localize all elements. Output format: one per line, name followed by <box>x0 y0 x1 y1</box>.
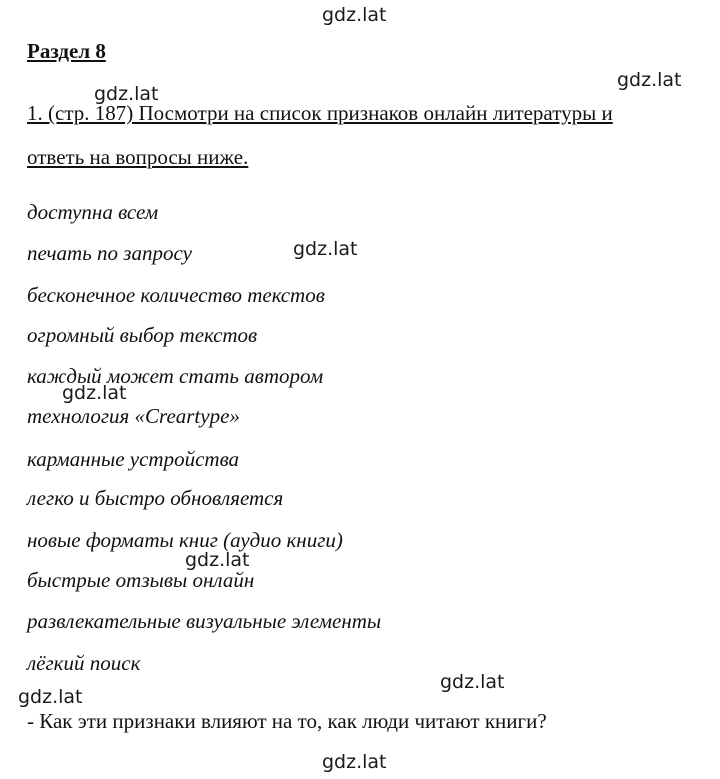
question-text: - Как эти признаки влияют на то, как люди читают книги? <box>27 709 547 733</box>
watermark: gdz.lat <box>322 751 387 773</box>
feature-item: лёгкий поиск <box>27 651 141 675</box>
watermark: gdz.lat <box>322 4 387 26</box>
feature-item: быстрые отзывы онлайн <box>27 568 255 592</box>
feature-item: печать по запросу <box>27 241 192 265</box>
watermark: gdz.lat <box>293 238 358 260</box>
watermark: gdz.lat <box>617 69 682 91</box>
watermark: gdz.lat <box>440 671 505 693</box>
feature-item: бесконечное количество текстов <box>27 283 325 307</box>
task-text-line-2: ответь на вопросы ниже. <box>27 145 249 169</box>
watermark: gdz.lat <box>18 686 83 708</box>
feature-item: огромный выбор текстов <box>27 323 258 347</box>
feature-item: технология «Creartype» <box>27 404 240 428</box>
feature-item: развлекательные визуальные элементы <box>27 609 382 633</box>
feature-item: доступна всем <box>27 200 159 224</box>
feature-item: каждый может стать автором <box>27 364 324 388</box>
watermark: gdz.lat <box>62 382 127 404</box>
watermark: gdz.lat <box>94 83 159 105</box>
section-heading: Раздел 8 <box>27 39 106 63</box>
task-text-line-1: 1. (стр. 187) Посмотри на список признаков онлайн литературы и <box>27 101 613 125</box>
feature-item: карманные устройства <box>27 447 240 471</box>
feature-item: легко и быстро обновляется <box>27 486 284 510</box>
feature-item: новые форматы книг (аудио книги) <box>27 528 343 552</box>
watermark: gdz.lat <box>185 549 250 571</box>
